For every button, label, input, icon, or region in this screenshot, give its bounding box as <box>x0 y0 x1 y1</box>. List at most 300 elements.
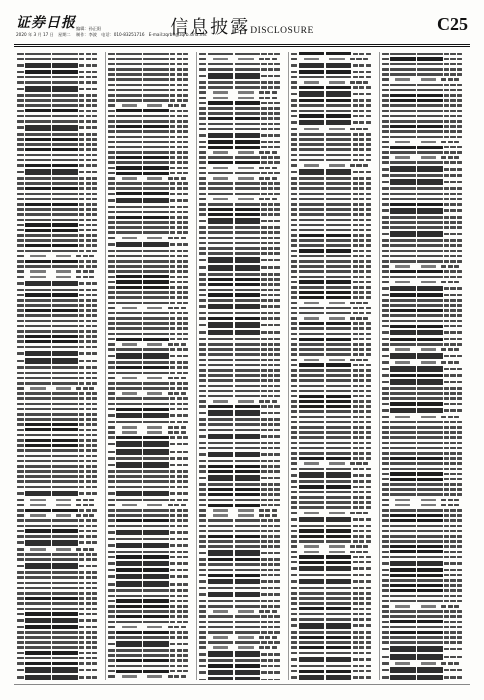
table-cell <box>86 260 91 263</box>
table-cell <box>52 281 78 287</box>
table-cell <box>213 610 228 613</box>
table-cell <box>143 595 169 598</box>
table-cell <box>304 128 319 131</box>
table-cell <box>444 287 449 290</box>
table-cell <box>448 499 453 502</box>
table-row <box>382 503 467 507</box>
table-cell <box>366 364 371 367</box>
table-cell <box>108 146 115 149</box>
table-cell <box>116 372 142 375</box>
table-cell <box>116 216 142 219</box>
table-cell <box>143 156 169 159</box>
table-cell <box>199 600 206 603</box>
table-cell <box>183 58 188 61</box>
table-cell <box>199 193 206 196</box>
table-cell <box>52 320 78 323</box>
table-row <box>108 254 193 258</box>
table-cell <box>274 187 279 190</box>
table-cell <box>25 625 51 628</box>
table-row <box>199 363 284 367</box>
table-cell <box>274 488 279 491</box>
table-cell <box>199 151 206 154</box>
table-cell <box>299 618 325 621</box>
table-cell <box>86 657 91 660</box>
table-row <box>291 301 376 305</box>
table-cell <box>52 335 78 338</box>
table-cell <box>177 659 182 662</box>
table-cell <box>353 624 358 627</box>
table-cell <box>86 608 91 611</box>
table-cell <box>274 435 279 438</box>
table-cell <box>199 68 206 71</box>
table-row <box>382 446 467 450</box>
table-cell <box>382 499 389 502</box>
table-cell <box>261 460 266 463</box>
table-cell <box>183 436 188 439</box>
table-row <box>199 394 284 398</box>
table-cell <box>326 363 352 366</box>
table-cell <box>183 480 188 483</box>
table-cell <box>291 307 298 310</box>
table-cell <box>92 492 97 495</box>
table-cell <box>417 353 443 359</box>
table-row <box>382 78 467 82</box>
table-cell <box>92 208 97 211</box>
table-cell <box>235 193 261 196</box>
table-cell <box>183 172 188 175</box>
table-cell <box>208 395 234 398</box>
table-row <box>17 192 102 196</box>
table-cell <box>450 104 455 107</box>
table-cell <box>92 626 97 629</box>
table-cell <box>235 208 261 211</box>
table-cell <box>291 525 298 528</box>
table-cell <box>366 148 371 151</box>
table-cell <box>441 78 446 81</box>
table-cell <box>350 545 355 548</box>
table-cell <box>199 128 206 131</box>
table-cell <box>382 331 389 334</box>
table-cell <box>444 514 449 517</box>
table-cell <box>86 439 91 442</box>
table-cell <box>390 63 416 66</box>
table-cell <box>79 408 84 411</box>
table-cell <box>444 270 449 273</box>
table-cell <box>261 626 266 629</box>
table-row <box>17 109 102 113</box>
table-cell <box>291 480 298 483</box>
table-cell <box>52 455 78 458</box>
table-cell <box>17 64 24 67</box>
table-cell <box>108 281 115 284</box>
table-cell <box>108 68 115 71</box>
table-cell <box>265 91 270 94</box>
table-cell <box>92 403 97 406</box>
table-row <box>199 208 284 212</box>
table-row <box>382 555 467 559</box>
table-cell <box>268 348 273 351</box>
table-cell <box>382 621 389 624</box>
table-row <box>291 415 376 419</box>
table-cell <box>326 114 352 117</box>
table-row <box>17 114 102 118</box>
table-row <box>382 667 467 673</box>
table-cell <box>79 309 84 312</box>
table-cell <box>450 493 455 496</box>
table-cell <box>89 276 94 279</box>
table-cell <box>390 174 416 177</box>
table-cell <box>25 641 51 644</box>
table-cell <box>92 597 97 600</box>
table-row <box>17 293 102 297</box>
table-cell <box>143 457 169 460</box>
table-cell <box>268 331 273 334</box>
table-cell <box>390 525 416 528</box>
table-cell <box>174 675 179 678</box>
table-cell <box>108 243 115 246</box>
table-cell <box>444 584 449 587</box>
table-cell <box>457 338 462 341</box>
table-row <box>108 215 193 219</box>
table-cell <box>353 561 358 564</box>
table-cell <box>170 302 175 305</box>
table-cell <box>25 480 51 483</box>
table-cell <box>359 592 364 595</box>
table-cell <box>208 304 234 310</box>
disclosure-column <box>105 52 193 680</box>
table-cell <box>359 99 364 102</box>
table-cell <box>326 390 352 393</box>
table-row <box>291 664 376 668</box>
table-row <box>199 68 284 72</box>
table-cell <box>450 519 455 522</box>
table-cell <box>353 281 358 284</box>
table-cell <box>359 322 364 325</box>
table-cell <box>52 470 78 473</box>
table-cell <box>268 299 273 302</box>
table-cell <box>291 229 298 232</box>
table-cell <box>213 167 228 170</box>
table-cell <box>291 348 298 351</box>
table-cell <box>366 93 371 96</box>
table-cell <box>208 530 234 533</box>
table-cell <box>183 216 188 219</box>
table-cell <box>208 63 234 66</box>
table-cell <box>457 151 462 154</box>
table-cell <box>268 338 273 341</box>
table-cell <box>17 224 24 227</box>
table-cell <box>143 636 169 639</box>
table-cell <box>143 317 169 320</box>
table-cell <box>326 675 352 680</box>
table-cell <box>366 104 371 107</box>
table-cell <box>417 615 443 618</box>
table-cell <box>326 99 352 102</box>
table-cell <box>92 470 97 473</box>
table-cell <box>450 436 455 439</box>
table-cell <box>366 474 371 477</box>
table-cell <box>25 529 51 532</box>
table-cell <box>52 571 78 574</box>
table-cell <box>261 545 266 548</box>
table-cell <box>366 159 371 162</box>
table-cell <box>177 361 182 364</box>
table-cell <box>299 587 325 590</box>
table-cell <box>390 343 416 346</box>
table-cell <box>92 465 97 468</box>
table-row <box>108 182 193 186</box>
table-cell <box>170 260 175 263</box>
table-cell <box>444 203 449 206</box>
table-cell <box>417 366 443 372</box>
table-cell <box>199 156 206 159</box>
table-cell <box>25 138 51 141</box>
table-cell <box>199 574 206 577</box>
table-cell <box>444 68 449 71</box>
table-row <box>382 145 467 149</box>
table-cell <box>86 177 91 180</box>
table-cell <box>108 141 115 144</box>
table-cell <box>86 449 91 452</box>
table-cell <box>366 291 371 294</box>
table-row <box>108 402 193 406</box>
table-cell <box>291 602 298 605</box>
table-cell <box>79 480 84 483</box>
table-cell <box>359 115 364 118</box>
table-cell <box>170 322 175 325</box>
table-cell <box>92 133 97 136</box>
table-cell <box>170 610 175 613</box>
table-cell <box>304 302 319 305</box>
table-cell <box>353 457 358 460</box>
table-cell <box>366 64 371 67</box>
table-cell <box>170 53 175 56</box>
table-cell <box>25 265 51 268</box>
table-cell <box>143 659 169 662</box>
table-cell <box>122 177 137 180</box>
table-cell <box>177 110 182 113</box>
table-cell <box>265 514 270 517</box>
table-cell <box>366 270 371 273</box>
table-cell <box>353 501 358 504</box>
table-cell <box>350 551 355 554</box>
table-cell <box>291 518 298 521</box>
table-cell <box>17 360 24 363</box>
table-cell <box>366 276 371 279</box>
table-cell <box>457 403 462 406</box>
table-cell <box>143 408 169 411</box>
table-cell <box>86 592 91 595</box>
table-cell <box>92 198 97 201</box>
table-cell <box>116 610 142 613</box>
table-cell <box>329 512 344 515</box>
table-cell <box>170 141 175 144</box>
table-cell <box>356 81 361 84</box>
table-cell <box>17 143 24 146</box>
table-cell <box>143 280 169 283</box>
table-cell <box>108 499 115 502</box>
table-cell <box>177 509 182 512</box>
table-cell <box>235 395 261 398</box>
table-cell <box>274 68 279 71</box>
table-cell <box>390 299 416 302</box>
table-cell <box>25 662 51 665</box>
table-cell <box>92 509 97 512</box>
table-cell <box>268 435 273 438</box>
table-row <box>17 490 102 496</box>
table-cell <box>291 322 298 325</box>
table-cell <box>92 148 97 151</box>
table-cell <box>390 353 416 359</box>
table-cell <box>353 219 358 222</box>
table-cell <box>208 283 234 286</box>
table-cell <box>261 665 266 668</box>
table-cell <box>450 457 455 460</box>
table-row <box>17 503 102 507</box>
table-cell <box>183 531 188 534</box>
table-row <box>108 675 193 679</box>
table-cell <box>390 104 416 107</box>
table-row <box>108 490 193 496</box>
table-row <box>199 293 284 297</box>
table-cell <box>353 270 358 273</box>
table-cell <box>274 405 279 408</box>
table-row <box>291 119 376 125</box>
table-cell <box>79 250 84 253</box>
table-cell <box>170 89 175 92</box>
table-cell <box>359 390 364 393</box>
table-row <box>108 68 193 72</box>
table-cell <box>417 320 443 323</box>
table-cell <box>454 281 459 284</box>
table-cell <box>382 431 389 434</box>
table-cell <box>353 364 358 367</box>
table-cell <box>170 480 175 483</box>
table-cell <box>52 403 78 406</box>
table-cell <box>353 474 358 477</box>
table-cell <box>170 281 175 284</box>
table-cell <box>268 364 273 367</box>
table-row <box>108 509 193 513</box>
table-cell <box>56 387 71 390</box>
table-cell <box>86 234 91 237</box>
table-cell <box>259 58 264 61</box>
table-cell <box>213 509 228 512</box>
table-cell <box>261 220 266 223</box>
table-cell <box>208 488 234 491</box>
table-row <box>17 509 102 513</box>
table-cell <box>183 221 188 224</box>
table-cell <box>52 636 78 639</box>
table-cell <box>382 426 389 429</box>
table-cell <box>108 99 115 102</box>
table-cell <box>17 76 24 79</box>
table-cell <box>274 81 279 84</box>
table-cell <box>183 63 188 66</box>
table-cell <box>183 649 188 652</box>
table-cell <box>25 455 51 458</box>
table-cell <box>274 558 279 561</box>
table-cell <box>457 387 462 390</box>
table-cell <box>183 538 188 541</box>
table-cell <box>450 193 455 196</box>
table-cell <box>177 125 182 128</box>
table-row <box>291 358 376 362</box>
table-cell <box>457 174 462 177</box>
table-cell <box>108 569 115 572</box>
table-cell <box>390 462 416 465</box>
table-cell <box>86 403 91 406</box>
table-cell <box>417 110 443 113</box>
table-cell <box>268 600 273 603</box>
table-cell <box>395 78 410 81</box>
table-cell <box>177 348 182 351</box>
table-cell <box>183 551 188 554</box>
table-cell <box>291 255 298 258</box>
table-cell <box>170 531 175 534</box>
table-row <box>291 363 376 367</box>
table-cell <box>268 231 273 234</box>
table-cell <box>177 327 182 330</box>
table-cell <box>382 193 389 196</box>
table-cell <box>291 421 298 424</box>
table-cell <box>199 405 206 408</box>
table-row <box>382 119 467 123</box>
table-cell <box>326 400 352 403</box>
table-cell <box>417 426 443 429</box>
table-cell <box>268 343 273 346</box>
table-cell <box>86 352 91 355</box>
table-cell <box>143 78 169 81</box>
table-cell <box>417 387 443 390</box>
table-cell <box>170 562 175 565</box>
table-cell <box>366 567 371 570</box>
table-cell <box>108 199 115 202</box>
table-cell <box>417 408 443 414</box>
table-cell <box>92 408 97 411</box>
table-cell <box>208 226 234 229</box>
table-cell <box>268 477 273 480</box>
table-cell <box>359 431 364 434</box>
table-cell <box>52 377 78 380</box>
table-row <box>382 374 467 378</box>
table-cell <box>261 641 266 644</box>
table-cell <box>92 382 97 385</box>
table-cell <box>390 226 416 229</box>
table-cell <box>274 172 279 175</box>
table-cell <box>79 382 84 385</box>
table-cell <box>25 397 51 400</box>
table-cell <box>353 421 358 424</box>
table-cell <box>170 451 175 454</box>
table-row <box>291 109 376 113</box>
table-row <box>291 431 376 435</box>
table-cell <box>382 368 389 371</box>
table-cell <box>116 605 142 608</box>
table-row <box>382 636 467 640</box>
table-cell <box>143 151 169 154</box>
table-cell <box>444 53 449 56</box>
table-cell <box>291 457 298 460</box>
table-cell <box>92 413 97 416</box>
table-row <box>17 270 102 274</box>
table-cell <box>274 231 279 234</box>
table-cell <box>457 130 462 133</box>
table-cell <box>79 99 84 102</box>
table-cell <box>450 125 455 128</box>
header-rule <box>14 44 470 45</box>
table-cell <box>457 579 462 582</box>
